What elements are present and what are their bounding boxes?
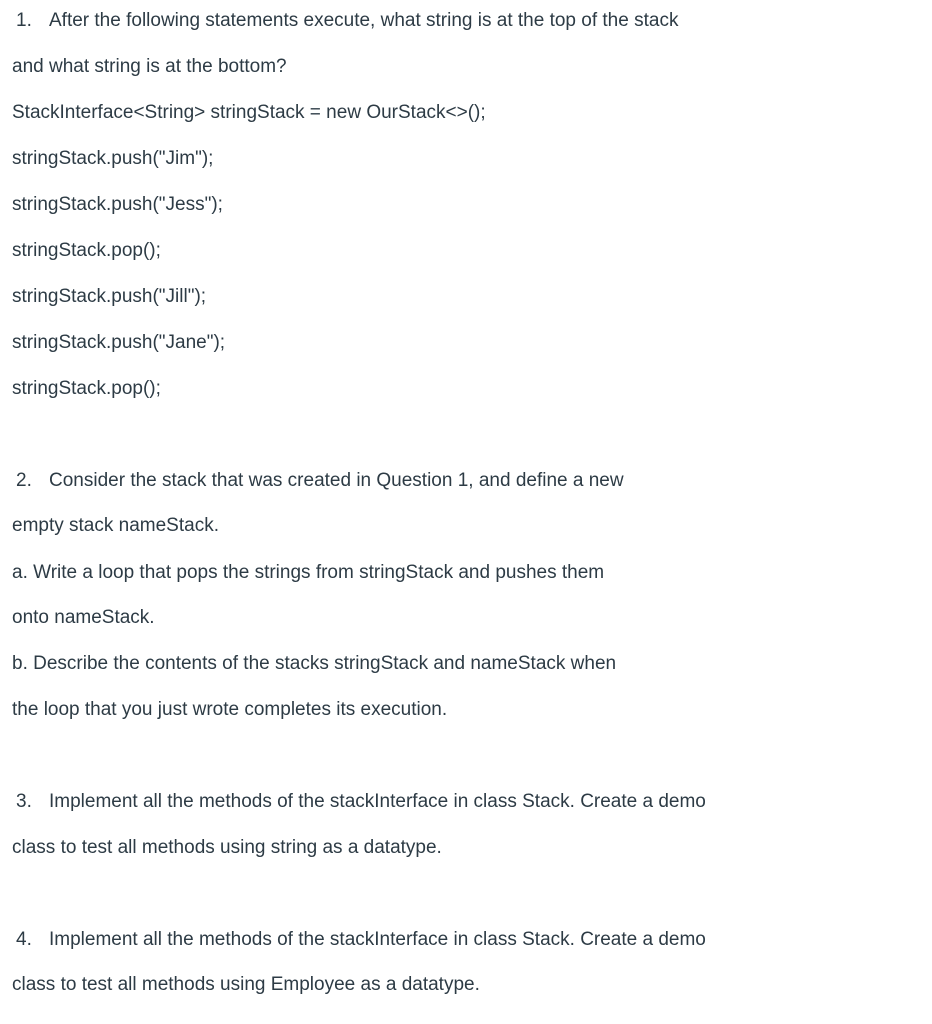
question-4-text: Implement all the methods of the stackInterface in class Stack. Create a demo (49, 929, 706, 950)
question-1-line-1 (16, 9, 678, 33)
question-3-text: Implement all the methods of the stackInterface in class Stack. Create a demo (49, 791, 706, 812)
code-line-5: stringStack.push("Jill"); (12, 286, 207, 307)
code-line-6: stringStack.push("Jane"); (12, 332, 226, 353)
question-4-line-2: class to test all methods using Employee as a datatype. (12, 974, 480, 995)
code-line-7: stringStack.pop(); (12, 378, 161, 399)
question-4-number: 4. (16, 929, 32, 950)
question-2-text: Consider the stack that was created in Question 1, and define a new (49, 470, 624, 491)
code-line-4: stringStack.pop(); (12, 240, 161, 261)
code-line-1: StackInterface<String> stringStack = new OurStack<>(); (12, 102, 486, 123)
question-1-text: After the following statements execute, what string is at the top of the stack (49, 10, 679, 31)
question-1-line-2: and what string is at the bottom? (12, 56, 287, 77)
question-2-line-1 (16, 469, 624, 493)
question-3-line-2: class to test all methods using string as a datatype. (12, 837, 442, 858)
question-4-line-1 (16, 928, 706, 952)
question-3-line-1 (16, 790, 706, 814)
question-2-line-2: empty stack nameStack. (12, 515, 219, 536)
question-2a-line-2: onto nameStack. (12, 607, 155, 628)
code-line-3: stringStack.push("Jess"); (12, 194, 223, 215)
question-2b-line-1: b. Describe the contents of the stacks stringStack and nameStack when (12, 653, 617, 674)
code-line-2: stringStack.push("Jim"); (12, 148, 214, 169)
question-2a-line-1: a. Write a loop that pops the strings from stringStack and pushes them (12, 562, 605, 583)
question-1-number: 1. (16, 10, 32, 31)
question-3-number: 3. (16, 791, 32, 812)
question-2-number: 2. (16, 470, 32, 491)
question-2b-line-2: the loop that you just wrote completes its execution. (12, 699, 448, 720)
